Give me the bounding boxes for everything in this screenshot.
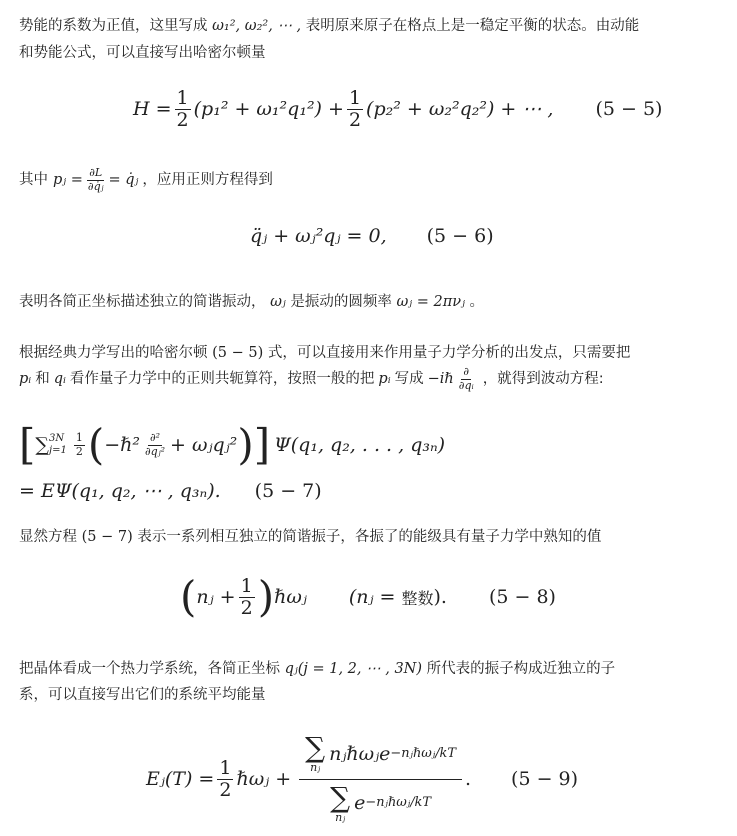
hbar-term: −ℏ² — [104, 434, 140, 456]
fraction-half — [217, 758, 233, 801]
psi-term: Ψ(q₁, q₂, . . . , q₃ₙ) — [274, 434, 446, 456]
paren-left: ( — [180, 572, 197, 621]
num: ∂² — [149, 431, 161, 445]
fraction-partial — [457, 366, 476, 391]
exponent: −nⱼℏωⱼ/kT — [390, 746, 456, 762]
text: ，应用正则方程得到 — [142, 172, 273, 188]
den: ∂q̇ⱼ — [87, 179, 104, 193]
text: 把晶体看成一个热力学系统，各简正坐标 — [19, 661, 280, 677]
upper: 3N — [48, 433, 65, 444]
den: 2 — [176, 108, 189, 131]
den: 2 — [219, 778, 232, 801]
den: 2 — [348, 108, 362, 131]
text: 写成 — [394, 371, 424, 387]
num: 1 — [75, 431, 83, 445]
inline-math: (5 − 7) — [81, 529, 133, 545]
text: 显然方程 — [19, 529, 77, 545]
equation-tag: (5 − 6) — [426, 225, 494, 247]
equation-tag: (5 − 5) — [595, 98, 663, 120]
text: 势能的系数为正值，这里写成 — [19, 18, 208, 34]
exponent: −nⱼℏωⱼ/kT — [365, 795, 431, 811]
inline-math: pⱼ = — [53, 172, 83, 188]
bracket-left: [ — [19, 420, 36, 469]
text: 根据经典力学写出的哈密尔顿 — [19, 345, 208, 361]
boltzmann-fraction — [299, 731, 462, 824]
inline-math: (5 − 5) — [212, 345, 264, 361]
sum-denominator — [330, 780, 351, 824]
condition-post: ). — [433, 586, 447, 608]
bracket-right: ] — [253, 420, 271, 469]
paren-left: ( — [87, 420, 105, 469]
equation-tag: (5 − 7) — [254, 480, 322, 502]
text: 是振动的圆频率 — [290, 294, 392, 310]
num-body: nⱼℏωⱼe — [329, 743, 391, 765]
hw-term: ℏωⱼ + — [236, 768, 292, 790]
equation-5-7-line-2 — [19, 478, 322, 504]
paragraph-6-line-2: 系，可以直接写出它们的系统平均能量 — [19, 687, 266, 703]
inline-math: ωⱼ = 2πνⱼ — [396, 294, 465, 310]
text: 式，可以直接用来作用量子力学分析的出发点，只需要把 — [267, 345, 631, 361]
num: ∂L — [89, 166, 103, 180]
num: 1 — [348, 86, 362, 109]
paragraph-1-line-2: 和势能公式，可以直接写出哈密尔顿量 — [19, 45, 266, 61]
potential-term: + ωⱼqⱼ² — [170, 434, 238, 456]
fraction-half — [175, 88, 191, 131]
eq-rhs: = EΨ(q₁, q₂, ⋯ , q₃ₙ). — [19, 480, 221, 502]
inline-math: = q̇ⱼ — [108, 172, 139, 188]
fraction-half-2 — [347, 88, 363, 131]
eq-lhs: Eⱼ(T) = — [146, 768, 215, 790]
sum-numerator — [305, 731, 326, 775]
fraction-second-derivative — [143, 432, 167, 457]
denominator — [328, 780, 433, 824]
hw-term: ℏωⱼ — [274, 586, 307, 608]
fraction-half — [239, 576, 255, 619]
equation-5-6 — [250, 222, 494, 250]
eq-term-2: (p₂² + ω₂²q₂²) + ⋯ , — [366, 98, 554, 120]
condition-pre: (nⱼ = — [348, 586, 396, 608]
lower: j=1 — [48, 445, 67, 456]
inline-math: −iℏ — [427, 371, 454, 387]
text: 表示一系列相互独立的简谐振子，各振了的能级具有量子力学中熟知的值 — [137, 529, 602, 545]
sigma: ∑ — [330, 780, 351, 814]
num: ∂ — [463, 365, 470, 379]
paragraph-3 — [19, 289, 484, 315]
paragraph-1-line-1 — [19, 13, 639, 39]
numerator — [299, 731, 462, 779]
paragraph-4-line-2 — [19, 366, 604, 392]
equation-5-8 — [180, 572, 556, 622]
paragraph-5 — [19, 524, 601, 550]
eq-term-1: (p₁² + ω₁²q₁²) + — [193, 98, 344, 120]
equation-5-9 — [146, 726, 578, 832]
num: 1 — [219, 756, 232, 779]
paren-right: ) — [237, 420, 254, 469]
equation-tag: (5 − 8) — [488, 586, 556, 608]
text: 所代表的振子构成近独立的子 — [426, 661, 616, 677]
inline-math: qᵢ — [53, 371, 66, 387]
inline-math: ω₁², ω₂², ⋯ , — [212, 18, 302, 34]
equation-tag: (5 − 9) — [511, 768, 579, 790]
eq-body: q̈ⱼ + ωⱼ²qⱼ = 0, — [250, 225, 387, 247]
paragraph-2 — [19, 167, 273, 193]
inline-math: pᵢ — [19, 371, 32, 387]
text: 其中 — [19, 172, 48, 188]
text: 表明各简正坐标描述独立的简谐振动， — [19, 294, 266, 310]
limit: nⱼ — [310, 761, 321, 775]
paren-right: ) — [257, 572, 275, 621]
equation-5-5 — [133, 86, 662, 132]
text: 表明原来原子在格点上是一稳定平衡的状态。由动能 — [305, 18, 640, 34]
den: ∂qⱼ² — [144, 444, 166, 458]
nj-term: nⱼ + — [196, 586, 236, 608]
text: 和 — [35, 371, 50, 387]
limit: nⱼ — [335, 810, 346, 824]
inline-math: ωⱼ — [270, 294, 286, 310]
text: ，就得到波动方程: — [482, 371, 604, 387]
den: ∂qᵢ — [458, 378, 474, 392]
den: 2 — [240, 596, 253, 619]
inline-math: pᵢ — [378, 371, 391, 387]
sum-symbol: ∑ — [35, 434, 49, 456]
num: 1 — [240, 574, 253, 597]
condition-text: 整数 — [401, 588, 434, 608]
fraction-dL — [86, 167, 106, 192]
num: 1 — [176, 86, 189, 109]
sum-limits — [49, 433, 67, 457]
text: 。 — [469, 294, 485, 310]
fraction-half — [74, 432, 85, 457]
paragraph-6-line-1 — [19, 656, 615, 682]
text: 看作量子力学中的正则共轭算符，按照一般的把 — [69, 371, 375, 387]
den: 2 — [75, 444, 83, 458]
inline-math: qⱼ(j = 1, 2, ⋯ , 3N) — [284, 661, 423, 677]
eq-lhs: H = — [133, 98, 172, 120]
paragraph-4-line-1 — [19, 340, 630, 366]
equation-5-7-line-1 — [19, 420, 445, 470]
den-body: e — [354, 792, 366, 815]
sigma: ∑ — [305, 731, 326, 765]
period: . — [464, 768, 472, 790]
